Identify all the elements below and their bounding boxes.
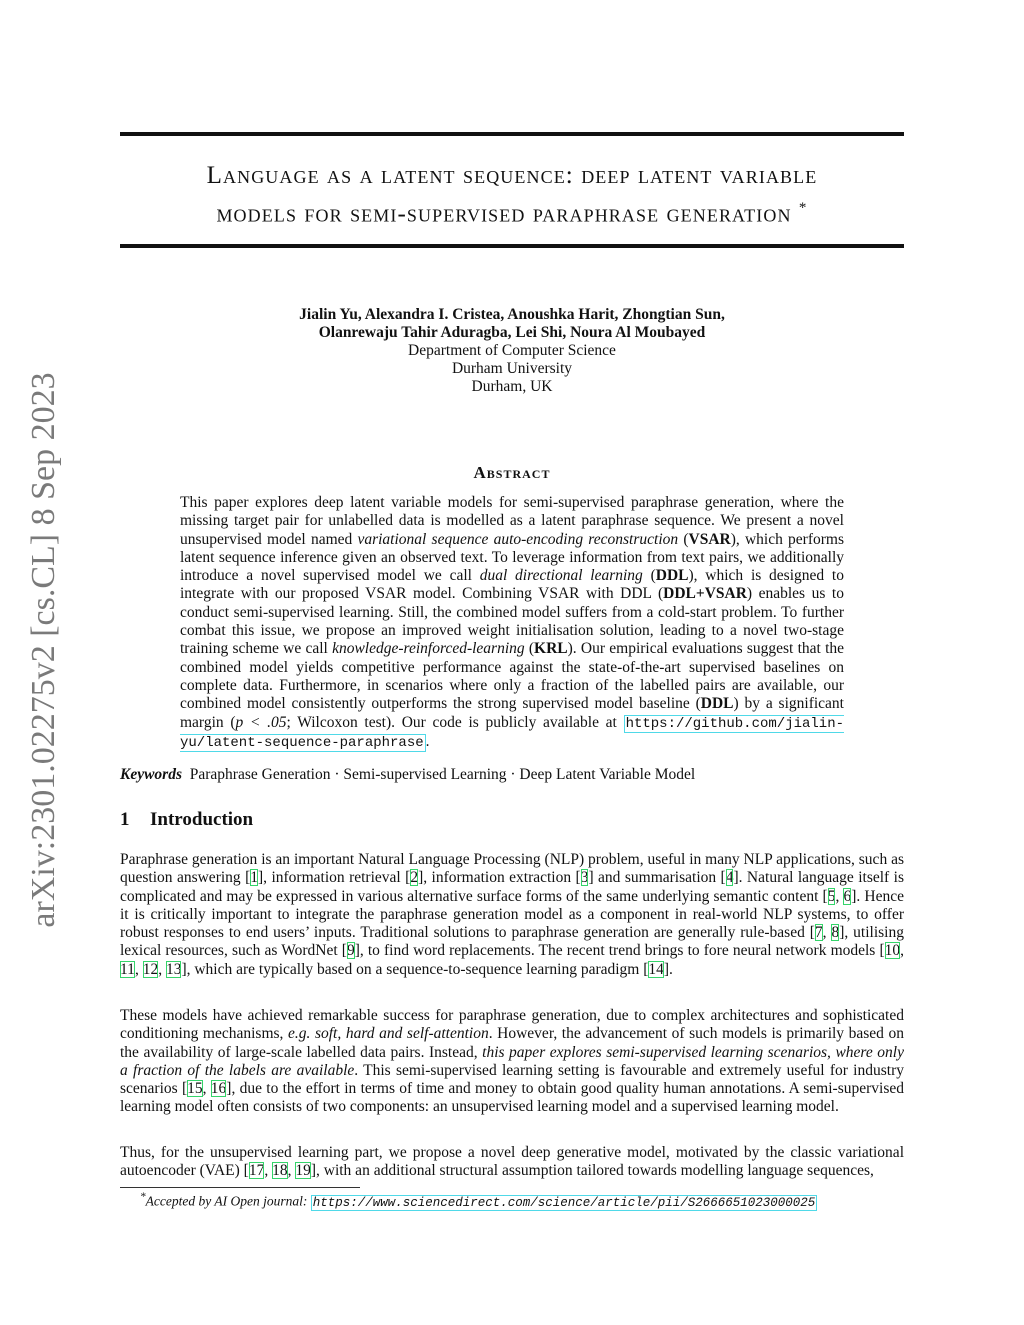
ddl-acronym: DDL (655, 567, 689, 585)
title-top-rule (120, 132, 904, 136)
abstract-segment: . (425, 732, 430, 750)
citation-link[interactable]: 5 (827, 887, 836, 905)
krl-acronym: KRL (534, 640, 568, 658)
affiliation-department: Department of Computer Science (408, 342, 616, 359)
section-title: Introduction (150, 809, 254, 830)
citation-link[interactable]: 9 (346, 942, 355, 960)
krl-full-name: knowledge-reinforced-learning (332, 640, 525, 658)
arxiv-side-stamp (0, 0, 70, 1325)
p-value: p < .05 (235, 713, 287, 731)
keywords-line (120, 766, 904, 784)
vsar-acronym: VSAR (688, 530, 731, 548)
paragraph-segment: . However, the advancement of such models is primarily based on the availability of large-scale labelled data pairs. Instead, (120, 1025, 905, 1061)
paragraph-segment: . This semi-supervised learning setting is favourable and extremely useful for industry scenarios [ (120, 1061, 904, 1098)
citation-link[interactable]: 15 (187, 1080, 203, 1098)
abstract-heading: Abstract (473, 463, 551, 482)
citation-link[interactable]: 2 (410, 869, 419, 887)
code-repository-link[interactable]: https://github.com/jialin-yu/latent-sequence-paraphrase (180, 715, 844, 751)
intro-paragraph-1: Paraphrase generation is an important Natural Language Processing (NLP) problem, useful in many NLP applications, such as question answering [1], information retrieval [2], information extraction [3] and summarisation [4]. Natural language itself is complicated and may be expressed in various alternative surface forms of the same underlying semantic content [5, 6]. Hence it is critically important to integrate the paraphrase generation model as a component in real-world NLP systems, to offer robust responses to end users’ inputs. Traditional solutions to paraphrase generation are generally rule-based [7, 8], utilising lexical resources, such as WordNet [9], to find word replacements. The recent trend brings to fore neural network models [10, 11, 12, 13], which are typically based on a sequence-to-sequence learning paradigm [14]. (120, 851, 905, 978)
abstract-segment: ; Wilcoxon test). Our code is publicly available at (286, 713, 624, 731)
vsar-full-name: variational sequence auto-encoding reconstruction (357, 530, 679, 548)
citation-link[interactable]: 7 (814, 924, 823, 942)
paragraph-segment: ], information retrieval [ (258, 869, 411, 887)
citation-link[interactable]: 6 (843, 887, 852, 905)
ddl-full-name: dual directional learning (479, 567, 643, 585)
abstract-text (180, 494, 844, 752)
abstract-segment: ( (642, 567, 656, 585)
paper-title (120, 160, 904, 230)
citation-link[interactable]: 3 (580, 869, 589, 887)
paragraph-segment: These models have achieved remarkable success for paraphrase generation, due to complex architectures and sophisticated conditioning mechanisms, (120, 1007, 904, 1043)
section-heading-introduction (120, 809, 253, 831)
intro-paragraph-3: Thus, for the unsupervised learning part, we propose a novel deep generative model, motivated by the classic variational autoencoder (VAE) [17, 18, 19], with an additional structural assumption tailored towards modelling language sequences, (120, 1144, 904, 1180)
citation-link[interactable]: 13 (165, 960, 182, 978)
footnote-divider (120, 1187, 360, 1188)
abstract-segment: ), which is designed to integrate with our proposed VSAR model. Combining VSAR with DDL ( (180, 567, 844, 603)
footnote-mark: * (140, 1191, 146, 1203)
author-block (120, 306, 904, 396)
citation-link[interactable]: 8 (831, 924, 840, 942)
abstract-segment: ( (678, 530, 689, 548)
paragraph-segment: ]. Natural language itself is complicated and may be expressed in various alternative surface forms of the same underlying semantic content [ (120, 869, 904, 905)
paragraph-segment: ], to find word replacements. The recent trend brings to fore neural network models [ (354, 942, 885, 960)
paragraph-segment: ], which are typically based on a sequence-to-sequence learning paradigm [ (181, 960, 649, 978)
section-number: 1 (120, 809, 130, 830)
citation-link[interactable]: 14 (648, 960, 664, 978)
paragraph-segment: Paraphrase generation is an important Natural Language Processing (NLP) problem, useful in many NLP applications, such as question answering [ (120, 851, 904, 887)
paragraph-segment: ], utilising lexical resources, such as WordNet [ (120, 924, 904, 960)
attention-examples: e.g. soft, hard and self-attention (288, 1025, 489, 1043)
citation-link[interactable]: 1 (250, 869, 258, 887)
abstract-segment: ) enables us to conduct semi-supervised learning. Still, the combined model suffers from a cold-start problem. To further combat this issue, we propose an improved weight initialisation solution, leading to a novel two-stage training scheme we call (180, 585, 844, 658)
abstract-segment: ( (524, 640, 535, 658)
title-bottom-rule (120, 244, 904, 248)
keywords-list: Paraphrase Generation · Semi-supervised Learning · Deep Latent Variable Model (189, 766, 696, 783)
citation-link[interactable]: 16 (210, 1080, 227, 1098)
abstract-segment: ) by a significant margin ( (180, 695, 844, 731)
footnote (140, 1191, 817, 1210)
affiliation-location: Durham, UK (471, 378, 553, 395)
affiliation-university: Durham University (451, 360, 573, 377)
ddl-acronym: DDL (700, 695, 734, 713)
paragraph-segment: ] and summarisation [ (588, 869, 726, 887)
intro-paragraph-2: These models have achieved remarkable success for paraphrase generation, due to complex architectures and sophisticated conditioning mechanisms, e.g. soft, hard and self-attention. However, the advancement of such models is primarily based on the availability of large-scale labelled data pairs. Instead, this paper explores semi-supervised learning scenarios, where only a fraction of the labels are available. This semi-supervised learning setting is favourable and extremely useful for industry scenarios [15, 16], due to the effort in terms of time and money to obtain good quality human annotations. A semi-supervised learning model often consists of two components: an unsupervised learning model and a supervised learning model. (120, 1007, 905, 1116)
citation-link[interactable]: 10 (884, 942, 901, 960)
abstract-segment: ), which performs latent sequence inference given an observed text. To leverage information from text pairs, we additionally introduce a novel supervised model we call (180, 530, 844, 585)
paragraph-segment: Thus, for the unsupervised learning part, we propose a novel deep generative model, motivated by the classic variational autoencoder (VAE) [ (120, 1144, 904, 1180)
paragraph-segment: ]. (663, 960, 673, 978)
title-line-2: models for semi-supervised paraphrase generation (216, 200, 792, 228)
citation-link[interactable]: 19 (295, 1162, 311, 1180)
title-footnote-mark: * (798, 200, 808, 216)
abstract-segment: ). Our empirical evaluations suggest that the combined model yields competitive performance against the state-of-the-art supervised baselines on complete data. Furthermore, in scenarios where only a fraction of the labelled pairs are available, our combined model consistently outperforms the strong supervised model baseline ( (180, 640, 845, 713)
citation-link[interactable]: 12 (142, 960, 159, 978)
paragraph-segment: ], with an additional structural assumption tailored towards modelling language sequences, (310, 1162, 874, 1180)
paragraph-segment: ], information extraction [ (418, 869, 581, 887)
paper-focus-statement: this paper explores semi-supervised learning scenarios, where only a fraction of the labels are available (120, 1043, 904, 1079)
authors-line-2: Olanrewaju Tahir Aduragba, Lei Shi, Noura Al Moubayed (318, 324, 706, 341)
citation-link[interactable]: 17 (248, 1162, 265, 1180)
abstract-segment: This paper explores deep latent variable models for semi-supervised paraphrase generation, where the missing target pair for unlabelled data is modelled as a latent paraphrase sequence. We present a novel unsupervised model named (180, 494, 844, 548)
footnote-text: Accepted by AI Open journal: (145, 1193, 311, 1209)
citation-link[interactable]: 11 (120, 960, 135, 978)
authors-line-1: Jialin Yu, Alexandra I. Cristea, Anoushka Harit, Zhongtian Sun, (299, 306, 725, 323)
keywords-label: Keywords (120, 766, 182, 783)
title-line-1: Language as a latent sequence: deep latent variable (206, 162, 818, 189)
journal-article-link[interactable]: https://www.sciencedirect.com/science/article/pii/S2666651023000025 (312, 1195, 816, 1210)
ddl-vsar-acronym: DDL+VSAR (663, 585, 747, 603)
paragraph-segment: ], due to the effort in terms of time and money to obtain good quality human annotations. A semi-supervised learning model often consists of two components: an unsupervised learning model and a supervised learning model. (120, 1080, 904, 1116)
arxiv-identifier: arXiv:2301.02275v2 [cs.CL] 8 Sep 2023 (25, 372, 62, 928)
citation-link[interactable]: 18 (272, 1162, 288, 1180)
citation-link[interactable]: 4 (725, 869, 734, 887)
paragraph-segment: ]. Hence it is critically important to integrate the paraphrase generation model as a component in real-world NLP systems, to offer robust responses to end users’ inputs. Traditional solutions to paraphrase generation are generally rule-based [ (120, 887, 905, 942)
